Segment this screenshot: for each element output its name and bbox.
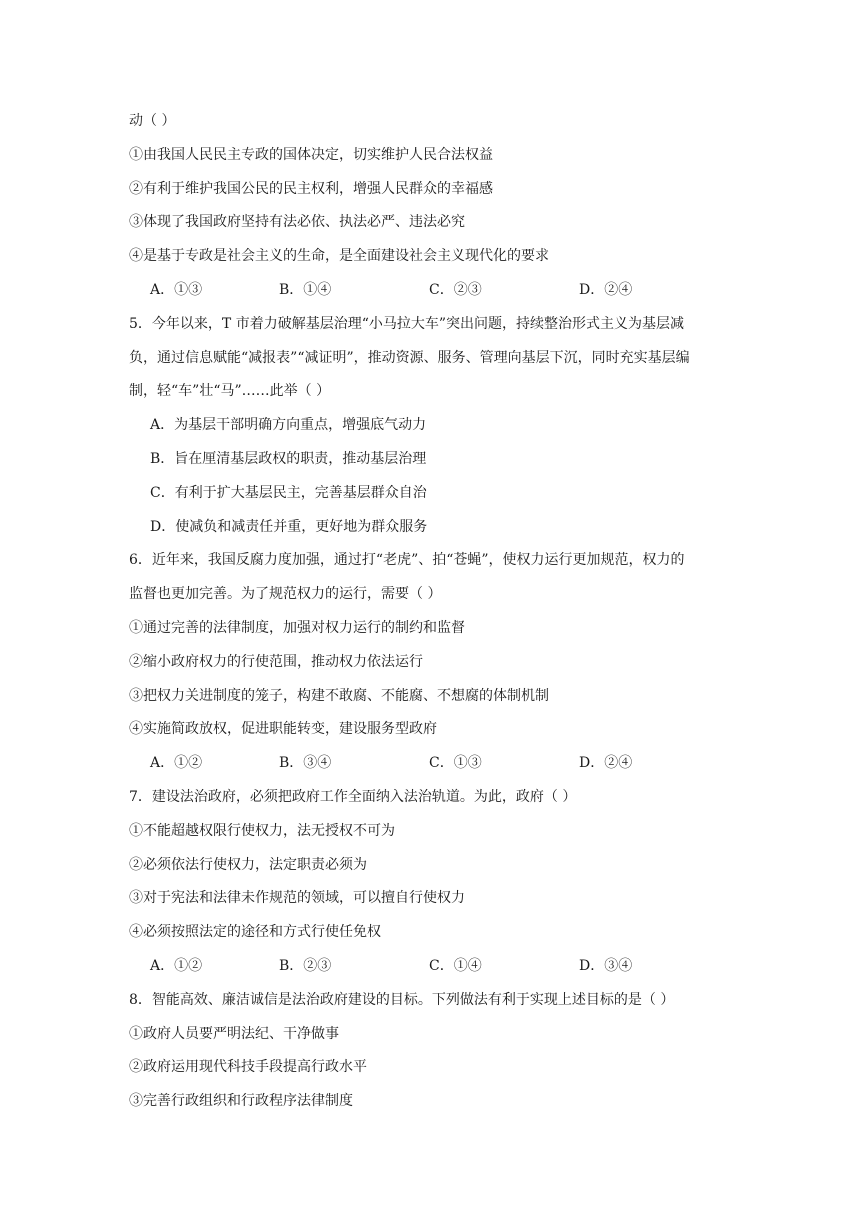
- choice-line: C．有利于扩大基层民主，完善基层群众自治: [150, 485, 427, 501]
- text-line: ②缩小政府权力的行使范围，推动权力依法运行: [129, 654, 423, 670]
- text-line: 监督也更加完善。为了规范权力的运行，需要（ ）: [129, 586, 442, 602]
- answer-option: C．①③: [429, 755, 482, 771]
- answer-option: A．①②: [150, 958, 203, 974]
- text-line: ③完善行政组织和行政程序法律制度: [129, 1093, 353, 1109]
- answer-option: C．②③: [429, 282, 482, 298]
- text-line: ②有利于维护我国公民的民主权利，增强人民群众的幸福感: [129, 181, 493, 197]
- text-line: 5．今年以来，T 市着力破解基层治理“小马拉大车”突出问题，持续整治形式主义为基层减: [129, 316, 685, 332]
- answer-options-row: [129, 956, 729, 976]
- text-line: 负，通过信息赋能“减报表”“减证明”，推动资源、服务、管理向基层下沉，同时充实基层编: [129, 350, 690, 366]
- text-line: ④实施简政放权，促进职能转变，建设服务型政府: [129, 721, 437, 737]
- text-line: ②必须依法行使权力，法定职责必须为: [129, 857, 367, 873]
- answer-options-row: [129, 280, 729, 300]
- answer-option: B．②③: [279, 958, 332, 974]
- text-line: ④必须按照法定的途径和方式行使任免权: [129, 924, 381, 940]
- answer-option: D．②④: [579, 282, 633, 298]
- text-line: ①不能超越权限行使权力，法无授权不可为: [129, 823, 395, 839]
- answer-option: C．①④: [429, 958, 482, 974]
- answer-option: A．①②: [150, 755, 203, 771]
- text-line: ①通过完善的法律制度，加强对权力运行的制约和监督: [129, 620, 465, 636]
- text-line: 动（ ）: [129, 113, 176, 129]
- text-line: ①由我国人民民主专政的国体决定，切实维护人民合法权益: [129, 147, 493, 163]
- answer-option: A．①③: [150, 282, 203, 298]
- choice-line: A．为基层干部明确方向重点，增强底气动力: [150, 417, 427, 433]
- answer-option: D．③④: [579, 958, 633, 974]
- text-line: ②政府运用现代科技手段提高行政水平: [129, 1059, 367, 1075]
- text-line: 6．近年来，我国反腐力度加强，通过打“老虎”、拍“苍蝇”，使权力运行更加规范，权力的: [129, 552, 685, 568]
- text-line: ③把权力关进制度的笼子，构建不敢腐、不能腐、不想腐的体制机制: [129, 688, 549, 704]
- text-line: ③对于宪法和法律未作规范的领域，可以擅自行使权力: [129, 890, 465, 906]
- choice-line: B．旨在厘清基层政权的职责，推动基层治理: [150, 451, 427, 467]
- text-line: ①政府人员要严明法纪、干净做事: [129, 1026, 339, 1042]
- text-line: 7．建设法治政府，必须把政府工作全面纳入法治轨道。为此，政府（ ）: [129, 789, 577, 805]
- answer-option: B．①④: [279, 282, 332, 298]
- text-line: 8．智能高效、廉洁诚信是法治政府建设的目标。下列做法有利于实现上述目标的是（ ）: [129, 992, 675, 1008]
- answer-option: D．②④: [579, 755, 633, 771]
- text-line: 制，轻“车”壮“马”……此举（ ）: [129, 383, 331, 399]
- answer-options-row: [129, 753, 729, 773]
- choice-line: D．使减负和减责任并重，更好地为群众服务: [150, 519, 428, 535]
- text-line: ③体现了我国政府坚持有法必依、执法必严、违法必究: [129, 214, 465, 230]
- answer-option: B．③④: [279, 755, 332, 771]
- text-line: ④是基于专政是社会主义的生命，是全面建设社会主义现代化的要求: [129, 248, 549, 264]
